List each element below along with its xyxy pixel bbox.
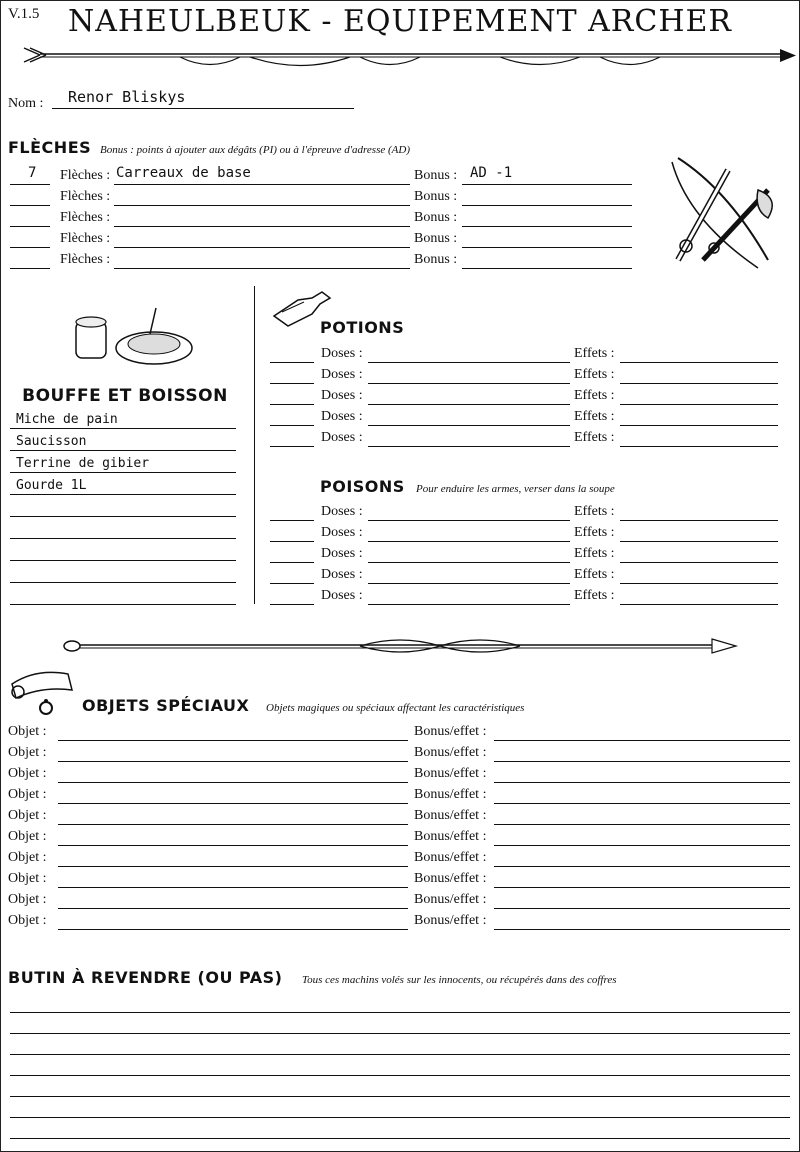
poisons-doses-label: Doses : [321,546,363,561]
fleches-bonus-label: Bonus : [414,210,458,225]
potions-effets-label: Effets : [574,430,615,445]
potions-doses-label: Doses : [321,367,363,382]
objet-bonus-line [494,740,790,741]
fleches-bonus-line [462,268,632,269]
objet-bonus-label: Bonus/effet : [414,892,487,907]
poisons-doses-line [368,520,570,521]
butin-line[interactable] [10,1054,790,1055]
objet-bonus-label: Bonus/effet : [414,787,487,802]
fleches-qty-line [10,268,50,269]
potions-doses-label: Doses : [321,430,363,445]
poisons-effets-line [620,541,778,542]
fleches-bonus-label: Bonus : [414,189,458,204]
fleches-qty-line [10,184,50,185]
objet-label: Objet : [8,829,47,844]
bouffe-line [10,560,236,561]
objet-line [58,845,408,846]
objet-bonus-line [494,824,790,825]
fleches-qty-value[interactable]: 7 [28,165,37,181]
objet-line [58,803,408,804]
potions-qty-line [270,404,314,405]
fleches-bonus-value[interactable]: AD -1 [470,165,513,181]
fleches-qty-line [10,247,50,248]
objet-bonus-line [494,803,790,804]
bouffe-line [10,582,236,583]
objet-bonus-line [494,866,790,867]
objet-label: Objet : [8,724,47,739]
potions-effets-line [620,362,778,363]
poisons-effets-line [620,520,778,521]
butin-line[interactable] [10,1117,790,1118]
poisons-effets-label: Effets : [574,567,615,582]
bouffe-line [10,604,236,605]
objet-label: Objet : [8,787,47,802]
fleches-qty-line [10,226,50,227]
bouffe-line [10,516,236,517]
poisons-title: POISONS [320,477,405,496]
potions-qty-line [270,383,314,384]
potions-doses-label: Doses : [321,346,363,361]
objets-note: Objets magiques ou spéciaux affectant les caractéristiques [266,702,525,714]
poisons-doses-label: Doses : [321,588,363,603]
objet-bonus-label: Bonus/effet : [414,808,487,823]
potions-qty-line [270,425,314,426]
objet-bonus-line [494,908,790,909]
objet-label: Objet : [8,745,47,760]
poisons-effets-label: Effets : [574,525,615,540]
bouffe-item[interactable]: Terrine de gibier [16,456,150,471]
column-divider [254,286,255,604]
butin-line[interactable] [10,1075,790,1076]
objet-bonus-label: Bonus/effet : [414,850,487,865]
fleches-bonus-label: Bonus : [414,231,458,246]
potions-doses-line [368,362,570,363]
poisons-doses-line [368,541,570,542]
potions-doses-line [368,446,570,447]
bouffe-line [10,494,236,495]
objet-bonus-line [494,761,790,762]
fleches-type-value[interactable]: Carreaux de base [116,165,251,181]
objet-bonus-label: Bonus/effet : [414,829,487,844]
poisons-effets-label: Effets : [574,504,615,519]
objet-line [58,761,408,762]
fleches-label: Flèches : [60,189,111,204]
poisons-doses-label: Doses : [321,504,363,519]
butin-note: Tous ces machins volés sur les innocents, ou récupérés dans des coffres [302,974,617,986]
name-field-line [52,108,354,109]
butin-line[interactable] [10,1096,790,1097]
poisons-qty-line [270,541,314,542]
potions-effets-label: Effets : [574,367,615,382]
objet-label: Objet : [8,871,47,886]
bouffe-item[interactable]: Miche de pain [16,412,118,427]
name-label: Nom : [8,96,44,111]
fleches-bonus-label: Bonus : [414,168,458,183]
butin-line[interactable] [10,1138,790,1139]
fleches-type-line [114,226,410,227]
poisons-effets-label: Effets : [574,546,615,561]
fleches-type-line [114,205,410,206]
objet-line [58,782,408,783]
poisons-effets-line [620,562,778,563]
poisons-effets-line [620,583,778,584]
objet-bonus-line [494,845,790,846]
bouffe-item[interactable]: Saucisson [16,434,87,449]
fleches-label: Flèches : [60,252,111,267]
objet-label: Objet : [8,892,47,907]
potions-doses-line [368,425,570,426]
objet-label: Objet : [8,850,47,865]
potions-title: POTIONS [320,318,405,337]
objet-bonus-label: Bonus/effet : [414,913,487,928]
potions-effets-label: Effets : [574,346,615,361]
potions-effets-line [620,383,778,384]
poisons-qty-line [270,562,314,563]
potions-effets-line [620,425,778,426]
fleches-type-line [114,268,410,269]
objet-line [58,908,408,909]
potions-doses-line [368,383,570,384]
objet-bonus-line [494,782,790,783]
bouffe-line [10,472,236,473]
fleches-bonus-line [462,247,632,248]
version-label: V.1.5 [8,6,40,22]
poisons-effets-label: Effets : [574,588,615,603]
fleches-note: Bonus : points à ajouter aux dégâts (PI) ou à l'épreuve d'adresse (AD) [100,144,410,156]
potions-doses-label: Doses : [321,409,363,424]
objet-bonus-label: Bonus/effet : [414,745,487,760]
objet-bonus-label: Bonus/effet : [414,871,487,886]
arrow-divider-top [0,40,800,74]
bouffe-title: BOUFFE ET BOISSON [22,386,228,406]
fleches-label: Flèches : [60,231,111,246]
objet-bonus-line [494,887,790,888]
objets-title: OBJETS SPÉCIAUX [82,696,250,715]
objet-line [58,866,408,867]
objet-bonus-line [494,929,790,930]
fleches-qty-line [10,205,50,206]
page-title: NAHEULBEUK - EQUIPEMENT ARCHER [67,4,732,39]
poisons-qty-line [270,604,314,605]
potions-doses-label: Doses : [321,388,363,403]
objet-line [58,824,408,825]
poisons-doses-line [368,604,570,605]
weapons-illustration [658,150,788,280]
bouffe-line [10,538,236,539]
objet-bonus-label: Bonus/effet : [414,724,487,739]
potions-effets-label: Effets : [574,409,615,424]
fleches-title: FLÈCHES [8,138,92,157]
poisons-effets-line [620,604,778,605]
bouffe-line [10,428,236,429]
arrow-divider-middle [60,634,740,658]
name-value[interactable]: Renor Bliskys [68,88,186,106]
scroll-ring-illustration [6,664,78,718]
poisons-doses-line [368,562,570,563]
butin-line[interactable] [10,1012,790,1013]
potions-qty-line [270,446,314,447]
potions-doses-line [368,404,570,405]
objet-bonus-label: Bonus/effet : [414,766,487,781]
potions-effets-label: Effets : [574,388,615,403]
potions-qty-line [270,362,314,363]
butin-title: BUTIN À REVENDRE (OU PAS) [8,968,283,987]
poisons-doses-line [368,583,570,584]
poisons-doses-label: Doses : [321,567,363,582]
objet-label: Objet : [8,766,47,781]
objet-label: Objet : [8,913,47,928]
fleches-bonus-label: Bonus : [414,252,458,267]
butin-line[interactable] [10,1033,790,1034]
objet-line [58,740,408,741]
potions-effets-line [620,404,778,405]
poisons-note: Pour enduire les armes, verser dans la soupe [416,483,615,495]
fleches-bonus-line [462,184,632,185]
food-illustration [66,300,196,370]
fleches-type-line [114,184,410,185]
fleches-type-line [114,247,410,248]
objet-line [58,929,408,930]
bouffe-line [10,450,236,451]
poisons-doses-label: Doses : [321,525,363,540]
fleches-label: Flèches : [60,210,111,225]
fleches-bonus-line [462,205,632,206]
fleches-label: Flèches : [60,168,111,183]
bouffe-item[interactable]: Gourde 1L [16,478,87,493]
objet-label: Objet : [8,808,47,823]
objet-line [58,887,408,888]
fleches-bonus-line [462,226,632,227]
potions-effets-line [620,446,778,447]
poisons-qty-line [270,583,314,584]
poisons-qty-line [270,520,314,521]
